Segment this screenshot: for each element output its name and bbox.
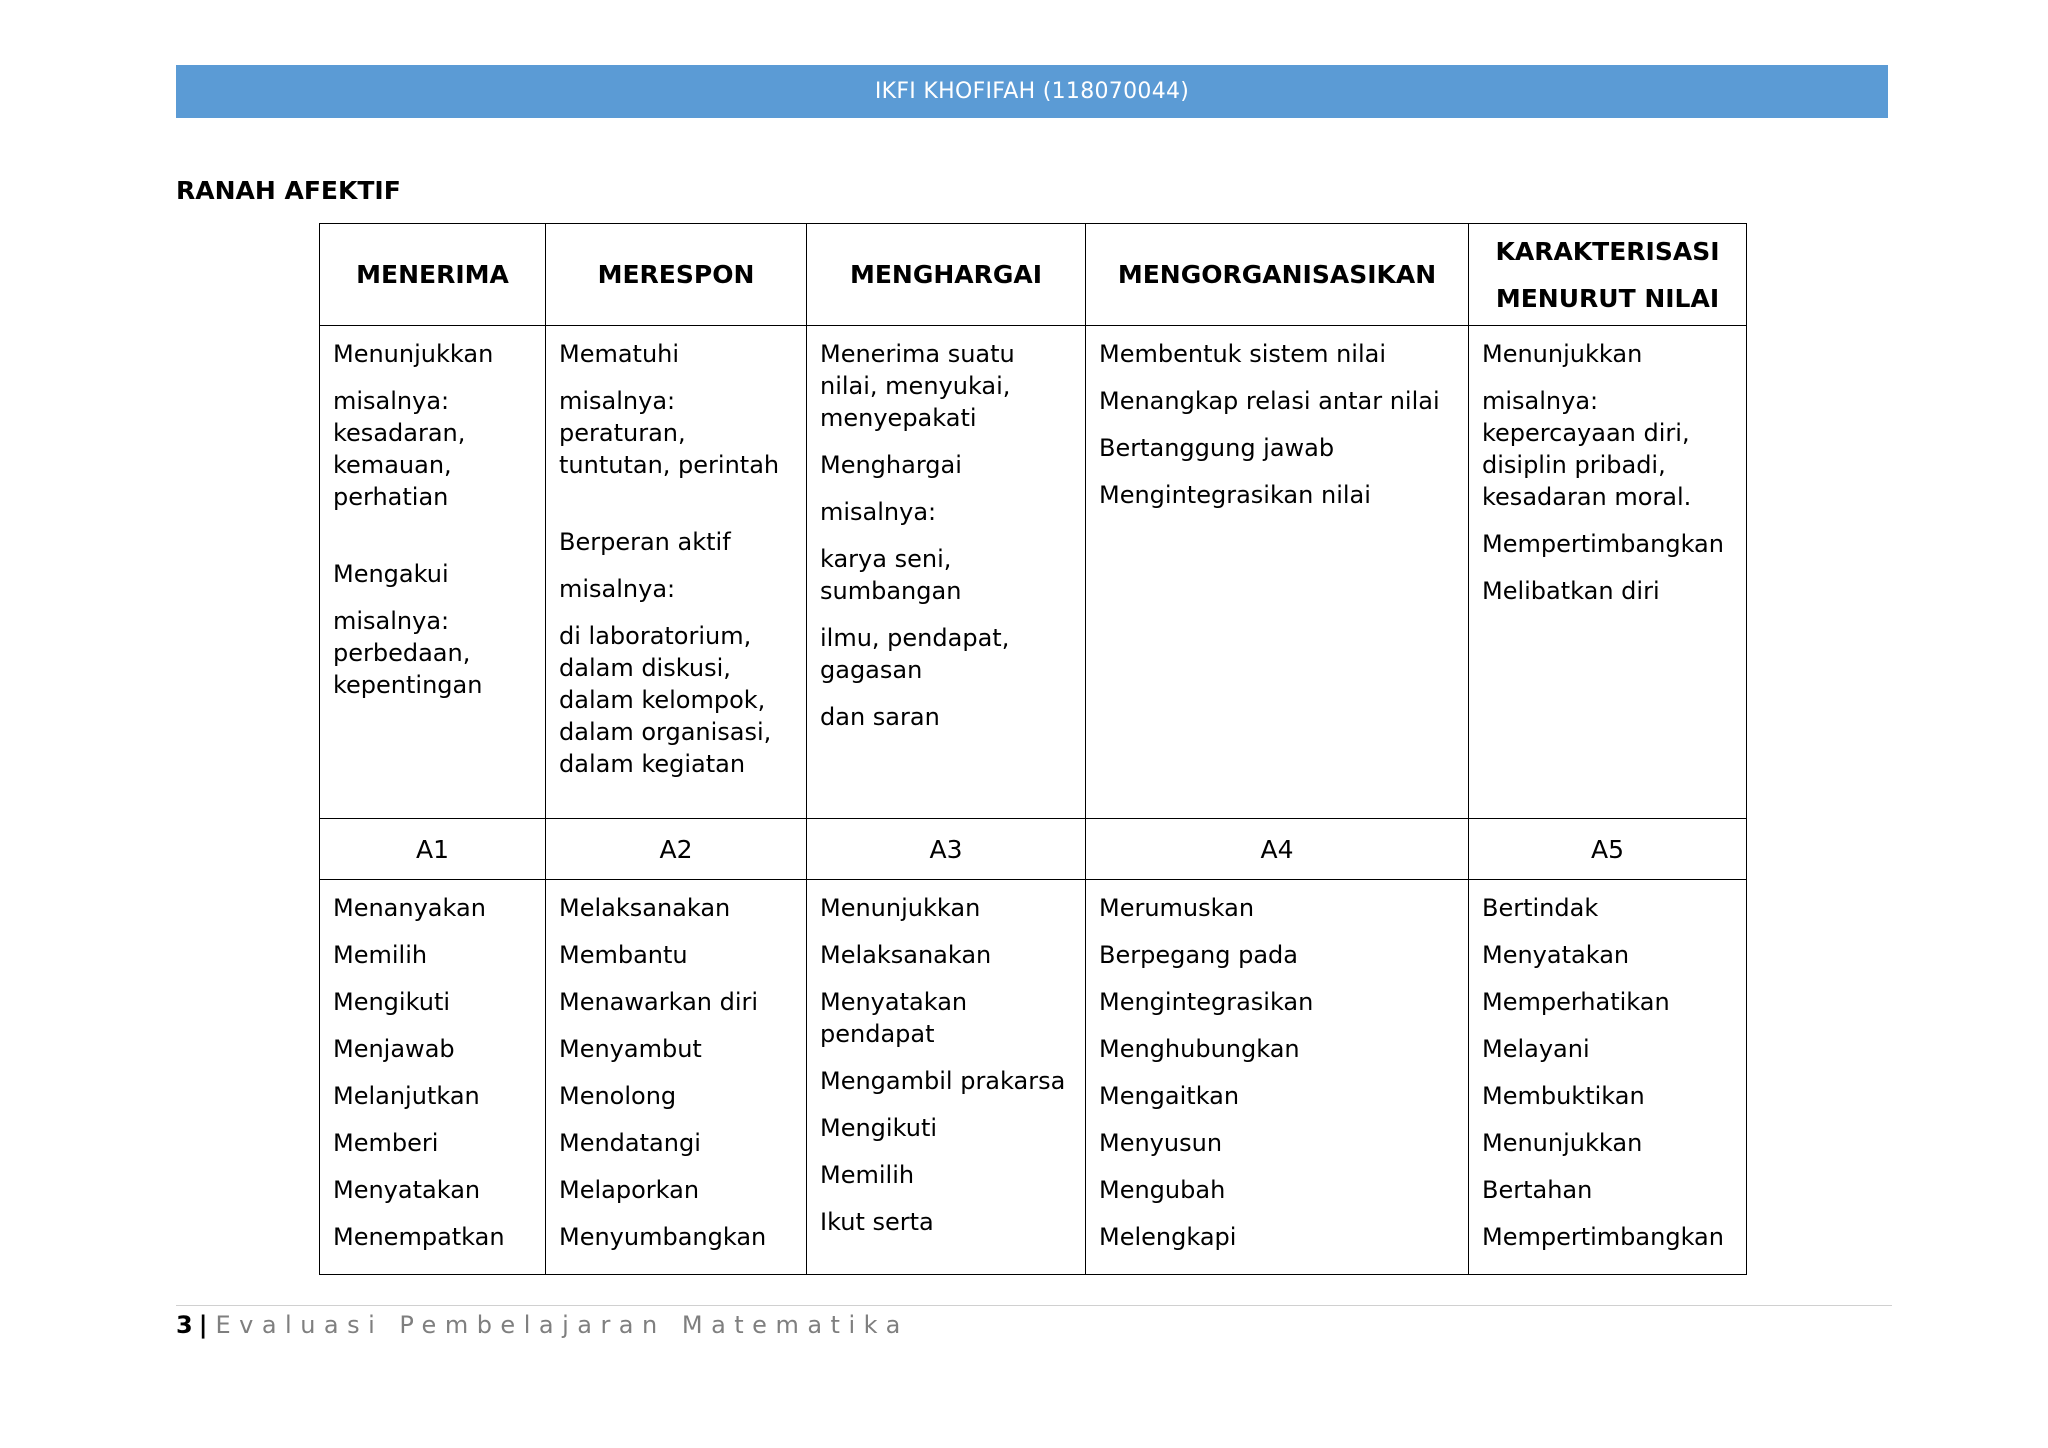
description-line: Menunjukkan	[333, 340, 494, 368]
description-line: Menerima suatu nilai, menyukai, menyepakati	[820, 340, 1015, 432]
code-cell-a3: A3	[807, 819, 1086, 880]
description-cell-a5	[1469, 326, 1747, 819]
description-line: Menghargai	[820, 451, 962, 479]
verb-item: Mempertimbangkan	[1482, 1223, 1724, 1251]
verb-item: Menunjukkan	[820, 894, 981, 922]
verb-item: Memberi	[333, 1129, 439, 1157]
verb-item: Membantu	[559, 941, 688, 969]
verbs-cell-a3	[807, 880, 1086, 1275]
description-cell-a3	[807, 326, 1086, 819]
verb-item: Bertahan	[1482, 1176, 1593, 1204]
header-cell-mengorganisasikan: MENGORGANISASIKAN	[1086, 224, 1469, 326]
description-line: ilmu, pendapat, gagasan	[820, 624, 1010, 684]
verb-item: Menawarkan diri	[559, 988, 759, 1016]
description-line: misalnya: kesadaran, kemauan, perhatian	[333, 387, 466, 511]
verb-item: Menghubungkan	[1099, 1035, 1300, 1063]
description-line: misalnya:	[559, 575, 676, 603]
description-line: Mematuhi	[559, 340, 680, 368]
code-row	[320, 819, 1747, 880]
footer-separator: |	[198, 1311, 208, 1339]
verbs-cell-a1	[320, 880, 546, 1275]
verbs-row	[320, 880, 1747, 1275]
description-line: misalnya: peraturan, tuntutan, perintah	[559, 387, 780, 479]
page-number: 3	[176, 1311, 193, 1339]
description-cell-a1	[320, 326, 546, 819]
verb-item: Mendatangi	[559, 1129, 701, 1157]
description-line: misalnya: perbedaan, kepentingan	[333, 607, 483, 699]
description-line: Melibatkan diri	[1482, 577, 1660, 605]
verb-item: Menjawab	[333, 1035, 455, 1063]
verb-item: Ikut serta	[820, 1208, 934, 1236]
description-cell-a2	[546, 326, 807, 819]
footer-divider	[176, 1305, 1892, 1306]
verb-item: Menunjukkan	[1482, 1129, 1643, 1157]
code-cell-a4: A4	[1086, 819, 1469, 880]
verb-item: Melengkapi	[1099, 1223, 1237, 1251]
description-line: Mengintegrasikan nilai	[1099, 481, 1371, 509]
description-line: di laboratorium, dalam diskusi, dalam kelompok, dalam organisasi, dalam kegiatan	[559, 622, 772, 778]
verb-item: Menyatakan	[333, 1176, 481, 1204]
verb-item: Menyumbangkan	[559, 1223, 767, 1251]
verb-item: Menyusun	[1099, 1129, 1223, 1157]
description-line: Mempertimbangkan	[1482, 530, 1724, 558]
description-line: Menunjukkan	[1482, 340, 1643, 368]
verb-item: Mengaitkan	[1099, 1082, 1240, 1110]
affective-domain-table	[319, 223, 1747, 1275]
verb-item: Melaporkan	[559, 1176, 700, 1204]
verb-item: Mengambil prakarsa	[820, 1067, 1066, 1095]
verbs-cell-a2	[546, 880, 807, 1275]
verb-item: Memilih	[333, 941, 428, 969]
code-cell-a1: A1	[320, 819, 546, 880]
verb-item: Bertindak	[1482, 894, 1599, 922]
verb-item: Melaksanakan	[820, 941, 992, 969]
verb-item: Berpegang pada	[1099, 941, 1298, 969]
section-title: RANAH AFEKTIF	[176, 176, 401, 205]
verb-item: Memilih	[820, 1161, 915, 1189]
description-line: Bertanggung jawab	[1099, 434, 1335, 462]
description-line: Membentuk sistem nilai	[1099, 340, 1386, 368]
verb-item: Merumuskan	[1099, 894, 1255, 922]
verb-item: Mengikuti	[820, 1114, 938, 1142]
description-line: dan saran	[820, 703, 940, 731]
verb-item: Menyatakan	[1482, 941, 1630, 969]
header-cell-karakterisasi: KARAKTERISASI MENURUT NILAI	[1469, 224, 1747, 326]
description-line: Mengakui	[333, 560, 449, 588]
verb-item: Menempatkan	[333, 1223, 505, 1251]
verb-item: Melaksanakan	[559, 894, 731, 922]
verb-item: Memperhatikan	[1482, 988, 1670, 1016]
code-cell-a2: A2	[546, 819, 807, 880]
verb-item: Menyatakan pendapat	[820, 988, 968, 1048]
header-row	[320, 224, 1747, 326]
verb-item: Mengubah	[1099, 1176, 1226, 1204]
description-line: misalnya:	[820, 498, 937, 526]
verb-item: Melanjutkan	[333, 1082, 480, 1110]
page-footer	[176, 1311, 909, 1339]
verb-item: Mengikuti	[333, 988, 451, 1016]
description-cell-a4	[1086, 326, 1469, 819]
description-line: Menangkap relasi antar nilai	[1099, 387, 1440, 415]
description-line: karya seni, sumbangan	[820, 545, 962, 605]
verb-item: Menolong	[559, 1082, 677, 1110]
verb-item: Melayani	[1482, 1035, 1590, 1063]
verbs-cell-a4	[1086, 880, 1469, 1275]
verb-item: Menyambut	[559, 1035, 702, 1063]
description-line: Berperan aktif	[559, 528, 731, 556]
header-title: IKFI KHOFIFAH (118070044)	[874, 79, 1190, 104]
header-cell-menerima: MENERIMA	[320, 224, 546, 326]
header-bar	[176, 65, 1888, 118]
verb-item: Membuktikan	[1482, 1082, 1645, 1110]
code-cell-a5: A5	[1469, 819, 1747, 880]
footer-subject: Evaluasi Pembelajaran Matematika	[215, 1311, 909, 1339]
verb-item: Menanyakan	[333, 894, 486, 922]
description-row	[320, 326, 1747, 819]
header-cell-merespon: MERESPON	[546, 224, 807, 326]
verbs-cell-a5	[1469, 880, 1747, 1275]
description-line: misalnya: kepercayaan diri, disiplin pribadi, kesadaran moral.	[1482, 387, 1692, 511]
verb-item: Mengintegrasikan	[1099, 988, 1314, 1016]
header-cell-menghargai: MENGHARGAI	[807, 224, 1086, 326]
